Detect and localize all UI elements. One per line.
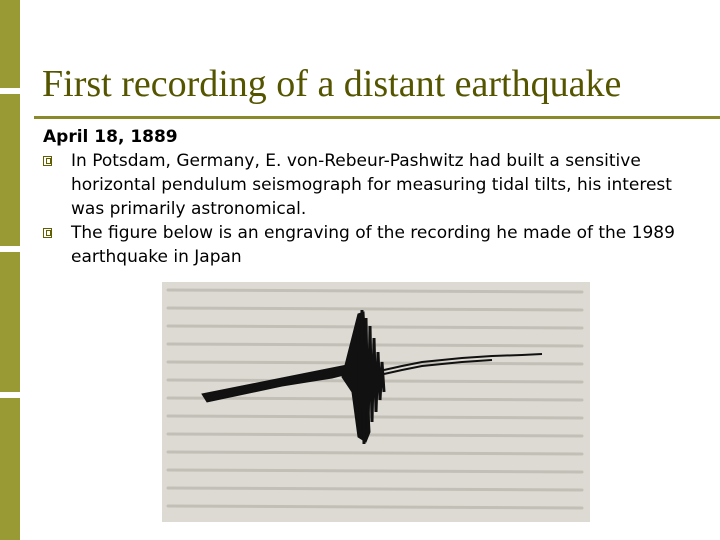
square-bullet-icon (43, 228, 52, 238)
bullet-text: The figure below is an engraving of the recording he made of the 1989 earthquake in Japan (71, 223, 675, 267)
side-bar-notch (0, 392, 20, 398)
bullet-list (43, 149, 703, 269)
bullet-item (43, 149, 703, 221)
slide-body (43, 125, 703, 269)
title-underline (34, 116, 720, 119)
side-bar-notch (0, 246, 20, 252)
side-accent-bar (0, 0, 20, 540)
bullet-item (43, 221, 703, 269)
square-bullet-icon (43, 156, 52, 166)
seismogram-trace (202, 310, 542, 444)
bullet-text: In Potsdam, Germany, E. von-Rebeur-Pashwitz had built a sensitive horizontal pendulum seismograph for measuring tidal tilts, his interest was primarily astronomical. (71, 151, 672, 219)
date-heading: April 18, 1889 (43, 127, 178, 147)
seismogram-engraving-image (162, 282, 590, 522)
side-bar-notch (0, 88, 20, 94)
slide-title: First recording of a distant earthquake (42, 63, 622, 105)
seismogram-svg (162, 282, 590, 522)
